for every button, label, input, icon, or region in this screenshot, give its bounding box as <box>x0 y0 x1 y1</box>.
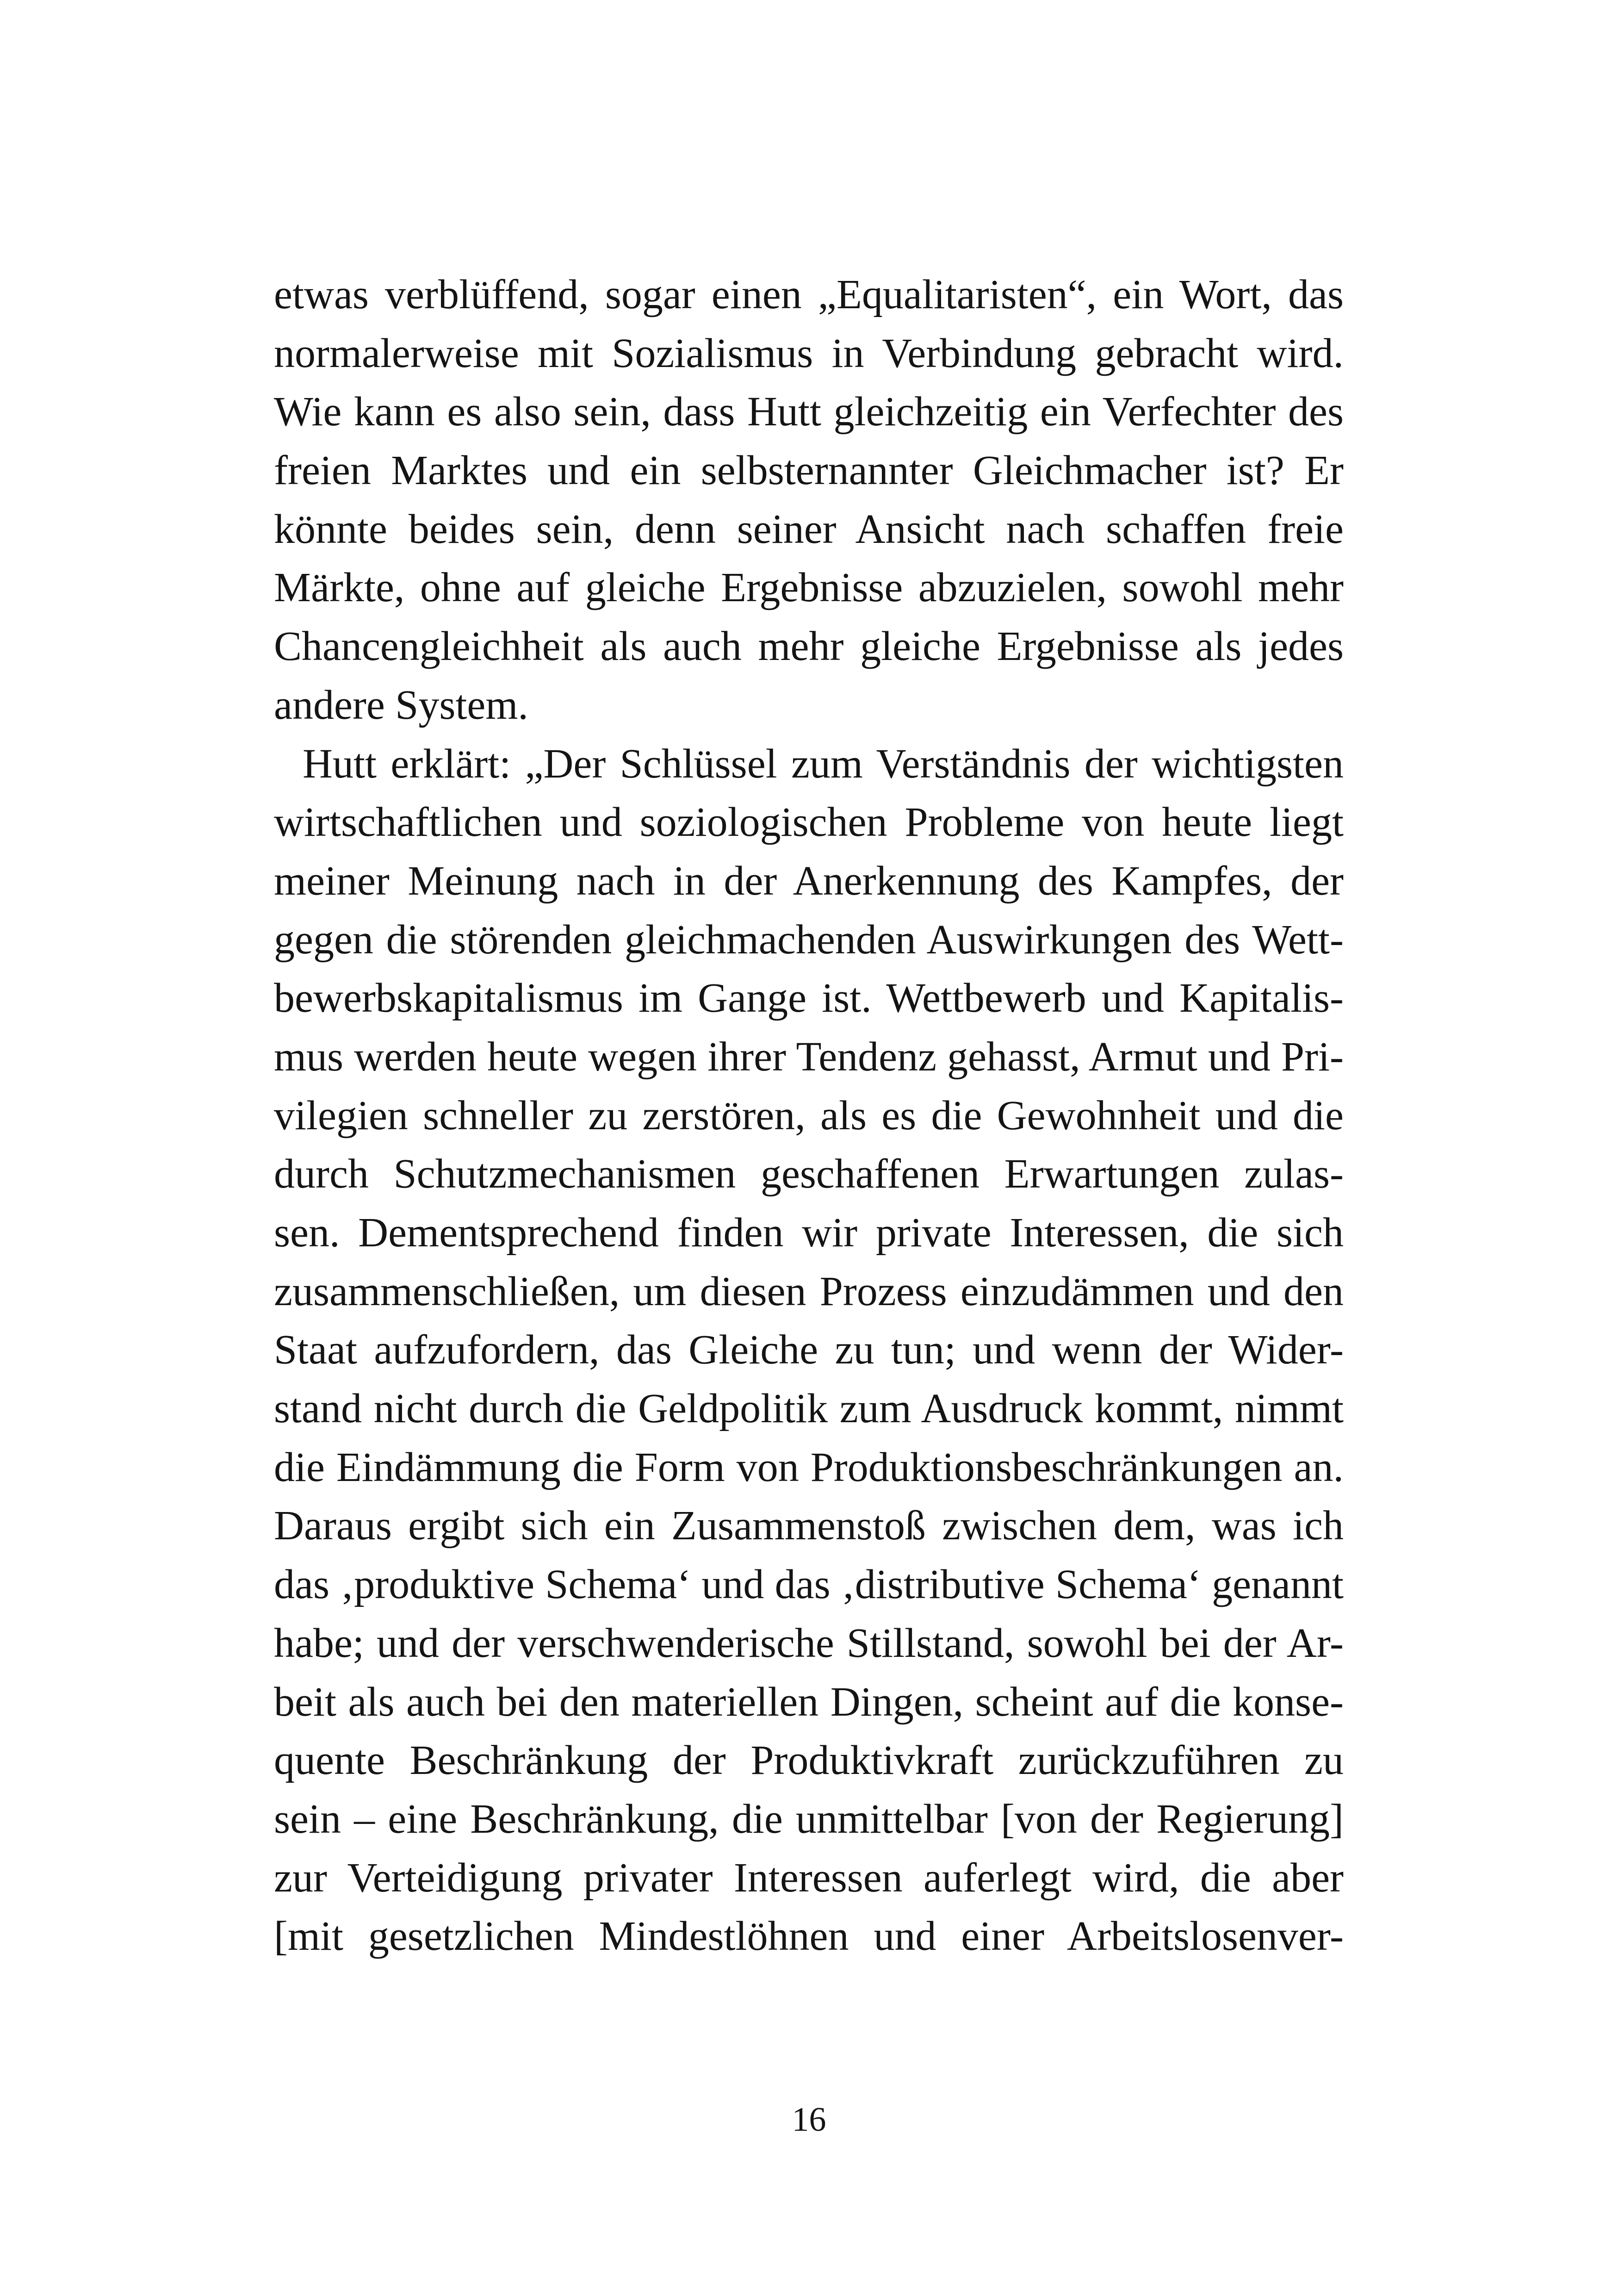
text-line: Daraus ergibt sich ein Zusammenstoß zwischen dem, was ich <box>274 1503 1344 1549</box>
text-line: [mit gesetzlichen Mindestlöhnen und einer Arbeitslosenver- <box>274 1913 1344 1960</box>
text-line: habe; und der verschwenderische Stillstand, sowohl bei der Ar- <box>274 1620 1344 1666</box>
text-line: mus werden heute wegen ihrer Tendenz gehasst, Armut und Pri- <box>274 1033 1344 1080</box>
text-line: sen. Dementsprechend finden wir private Interessen, die sich <box>274 1210 1344 1256</box>
text-line: zur Verteidigung privater Interessen auferlegt wird, die aber <box>274 1854 1344 1901</box>
text-line: andere System. <box>274 682 528 728</box>
text-line: sein – eine Beschränkung, die unmittelbar [von der Regierung] <box>274 1796 1344 1842</box>
text-line: freien Marktes und ein selbsternannter Gleichmacher ist? Er <box>274 448 1344 494</box>
paragraph <box>274 266 1344 735</box>
text-line: bewerbskapitalismus im Gange ist. Wettbewerb und Kapitalis- <box>274 975 1344 1021</box>
text-line: beit als auch bei den materiellen Dingen, scheint auf die konse- <box>274 1679 1344 1725</box>
text-line: etwas verblüffend, sogar einen „Equalitaristen“, ein Wort, das <box>274 272 1344 317</box>
body-text <box>274 266 1344 1966</box>
text-line: gegen die störenden gleichmachenden Auswirkungen des Wett- <box>274 916 1344 963</box>
text-line: Hutt erklärt: „Der Schlüssel zum Verständnis der wichtigsten <box>303 740 1344 787</box>
text-line: durch Schutzmechanismen geschaffenen Erwartungen zulas- <box>274 1151 1344 1197</box>
text-line: könnte beides sein, denn seiner Ansicht nach schaffen freie <box>274 506 1344 552</box>
text-line: das ‚produktive Schema‘ und das ‚distributive Schema‘ genannt <box>274 1562 1344 1608</box>
text-line: wirtschaftlichen und soziologischen Probleme von heute liegt <box>274 799 1344 846</box>
text-line: die Eindämmung die Form von Produktionsbeschränkungen an. <box>274 1444 1344 1490</box>
text-line: Staat aufzufordern, das Gleiche zu tun; und wenn der Wider- <box>274 1327 1344 1373</box>
text-line: normalerweise mit Sozialismus in Verbindung gebracht wird. <box>274 330 1344 376</box>
text-line: Chancengleichheit als auch mehr gleiche Ergebnisse als jedes <box>274 623 1344 670</box>
text-line: vilegien schneller zu zerstören, als es die Gewohnheit und die <box>274 1092 1344 1139</box>
text-line: quente Beschränkung der Produktivkraft zurückzuführen zu <box>274 1737 1344 1784</box>
text-line: Märkte, ohne auf gleiche Ergebnisse abzuzielen, sowohl mehr <box>274 565 1344 611</box>
text-line: stand nicht durch die Geldpolitik zum Ausdruck kommt, nimmt <box>274 1386 1344 1432</box>
text-line: meiner Meinung nach in der Anerkennung des Kampfes, der <box>274 858 1344 904</box>
text-line: zusammenschließen, um diesen Prozess einzudämmen und den <box>274 1268 1344 1314</box>
paragraph <box>274 735 1344 1966</box>
text-line: Wie kann es also sein, dass Hutt gleichzeitig ein Verfechter des <box>274 389 1344 435</box>
page-number: 16 <box>792 2101 826 2139</box>
